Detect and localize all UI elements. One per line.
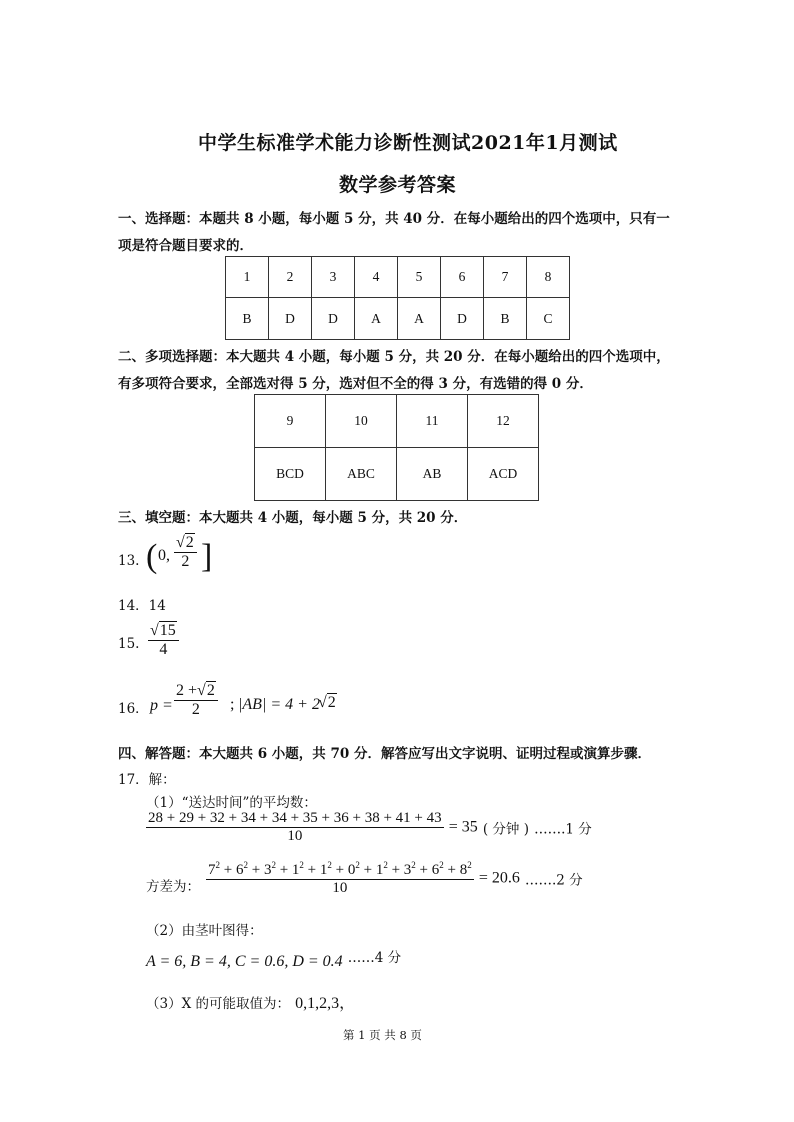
- multi-choice-answer-table: [254, 394, 539, 501]
- q15-denominator: 4: [148, 640, 179, 659]
- table-cell: BCD: [255, 448, 326, 501]
- q17-part3: [146, 990, 355, 1013]
- table-cell: ABC: [326, 448, 397, 501]
- q13-left-paren: (: [146, 538, 158, 575]
- table-cell: 5: [398, 257, 441, 298]
- variance-fraction: [206, 860, 474, 897]
- mean-numerator: 28 + 29 + 32 + 34 + 34 + 35 + 36 + 38 + 41 + 43: [148, 810, 442, 826]
- variance-formula: [206, 860, 583, 897]
- mean-fraction: [146, 810, 444, 845]
- table-row-answers: [255, 448, 539, 501]
- variance-numerator: $7^2 + 6^2 + 3^2 + 1^2 + 1^2 + 0^2 + 1^2 + 3^2 + 6^2 + 8^2$: [208, 860, 472, 878]
- variance-exponent: 2: [439, 860, 444, 870]
- variance-equals: = 20.6: [478, 869, 520, 887]
- q14-answer: 14．14: [118, 598, 166, 614]
- table-cell: D: [312, 298, 355, 340]
- variance-exponent: 2: [215, 860, 220, 870]
- q15-sqrt-value: 15: [159, 622, 176, 639]
- table-row-numbers: [255, 395, 539, 448]
- table-cell: 8: [527, 257, 570, 298]
- variance-exponent: 2: [327, 860, 332, 870]
- part2-score: ……4 分: [347, 950, 402, 966]
- variance-denominator: 10: [206, 879, 474, 897]
- q17-part2-label: （2）由茎叶图得：: [146, 923, 263, 939]
- part2-expression: A = 6, B = 4, C = 0.6, D = 0.4: [146, 953, 343, 970]
- table-cell: 3: [312, 257, 355, 298]
- variance-exponent: 2: [467, 860, 472, 870]
- table-cell: ACD: [468, 448, 539, 501]
- table-row-answers: [226, 298, 570, 340]
- mean-formula: [146, 810, 592, 845]
- section-2-heading-cont: 有多项符合要求，全部选对得 5 分，选对但不全的得 3 分，有选错的得 0 分．: [118, 376, 593, 392]
- q17-part2-answer: [146, 950, 401, 971]
- q13-fraction: $\frac{√2}{2}$: [174, 534, 197, 571]
- q16-p: p =: [150, 697, 173, 714]
- variance-exponent: 2: [299, 860, 304, 870]
- table-cell: 4: [355, 257, 398, 298]
- table-cell: 11: [397, 395, 468, 448]
- part3-label: （3）X 的可能取值为：: [146, 996, 290, 1012]
- table-cell: C: [527, 298, 570, 340]
- q13-zero: 0,: [158, 547, 170, 564]
- table-cell: 6: [441, 257, 484, 298]
- section-4-heading: 四、解答题：本大题共 6 小题，共 70 分．解答应写出文字说明、证明过程或演算步骤．: [118, 746, 651, 762]
- q16-fraction: $\frac{2 +√2}{2}$: [174, 682, 218, 719]
- q16-answer: [150, 680, 370, 730]
- table-cell: 10: [326, 395, 397, 448]
- q17-part1-label: （1）“送达时间”的平均数：: [146, 795, 317, 811]
- section-2-heading: 二、多项选择题：本大题共 4 小题，每小题 5 分，共 20 分．在每小题给出的四个选项中，: [118, 349, 670, 365]
- table-cell: D: [269, 298, 312, 340]
- variance-term: 6: [235, 862, 244, 878]
- table-cell: 7: [484, 257, 527, 298]
- q16-denominator: 2: [174, 700, 218, 719]
- variance-term: 1: [319, 862, 328, 878]
- variance-exponent: 2: [243, 860, 248, 870]
- variance-exponent: 2: [383, 860, 388, 870]
- q13-right-bracket: ]: [201, 538, 213, 575]
- single-choice-answer-table: [225, 256, 570, 340]
- q13-sqrt-value: 2: [185, 534, 194, 551]
- page-footer: 第 1 页 共 8 页: [343, 1028, 422, 1042]
- variance-exponent: 2: [411, 860, 416, 870]
- table-cell: 1: [226, 257, 269, 298]
- table-cell: 2: [269, 257, 312, 298]
- variance-term: 3: [263, 862, 272, 878]
- table-cell: B: [484, 298, 527, 340]
- q13-label: 13.: [118, 553, 140, 569]
- section-1-heading: 一、选择题：本题共 8 小题，每小题 5 分，共 40 分．在每小题给出的四个选项中，只有一: [118, 211, 670, 227]
- variance-score: …….2 分: [524, 872, 583, 889]
- q15-fraction: $\frac{√15}{4}$: [148, 622, 179, 659]
- part3-values: 0,1,2,3，: [295, 995, 356, 1012]
- variance-exponent: 2: [271, 860, 276, 870]
- mean-denominator: 10: [146, 827, 444, 845]
- variance-term: 0: [347, 862, 356, 878]
- variance-term: 8: [459, 862, 468, 878]
- q17-label: 17．解：: [118, 772, 176, 788]
- table-cell: A: [355, 298, 398, 340]
- q16-ab-expr: |AB| = 4 + 2: [238, 696, 320, 713]
- variance-exponent: 2: [355, 860, 360, 870]
- page-subtitle: 数学参考答案: [339, 174, 457, 196]
- table-cell: 9: [255, 395, 326, 448]
- variance-term: 1: [291, 862, 300, 878]
- page-title: 中学生标准学术能力诊断性测试2021年1月测试: [198, 132, 618, 154]
- q16-separator: ;: [230, 696, 235, 713]
- q13-denominator: 2: [174, 552, 197, 571]
- table-cell: B: [226, 298, 269, 340]
- variance-term: 7: [208, 862, 216, 878]
- q16-label: 16．: [118, 701, 149, 717]
- table-cell: D: [441, 298, 484, 340]
- q15-label: 15.: [118, 636, 140, 652]
- q16-num-a: 2 +: [176, 682, 198, 699]
- mean-score: …….1 分: [534, 821, 592, 838]
- q16-sqrt2: √2: [318, 694, 336, 711]
- variance-label: 方差为：: [146, 879, 200, 895]
- variance-term: 3: [403, 862, 412, 878]
- q16-sqrt-value: 2: [206, 682, 215, 699]
- table-cell: A: [398, 298, 441, 340]
- table-row-numbers: [226, 257, 570, 298]
- table-cell: 12: [468, 395, 539, 448]
- table-cell: AB: [397, 448, 468, 501]
- section-3-heading: 三、填空题：本大题共 4 小题，每小题 5 分，共 20 分．: [118, 510, 468, 526]
- variance-term: 6: [431, 862, 440, 878]
- mean-equals: = 35: [448, 818, 478, 836]
- mean-unit: ( 分钟 ): [482, 821, 529, 838]
- variance-term: 1: [375, 862, 384, 878]
- section-1-heading-cont: 项是符合题目要求的．: [118, 238, 253, 254]
